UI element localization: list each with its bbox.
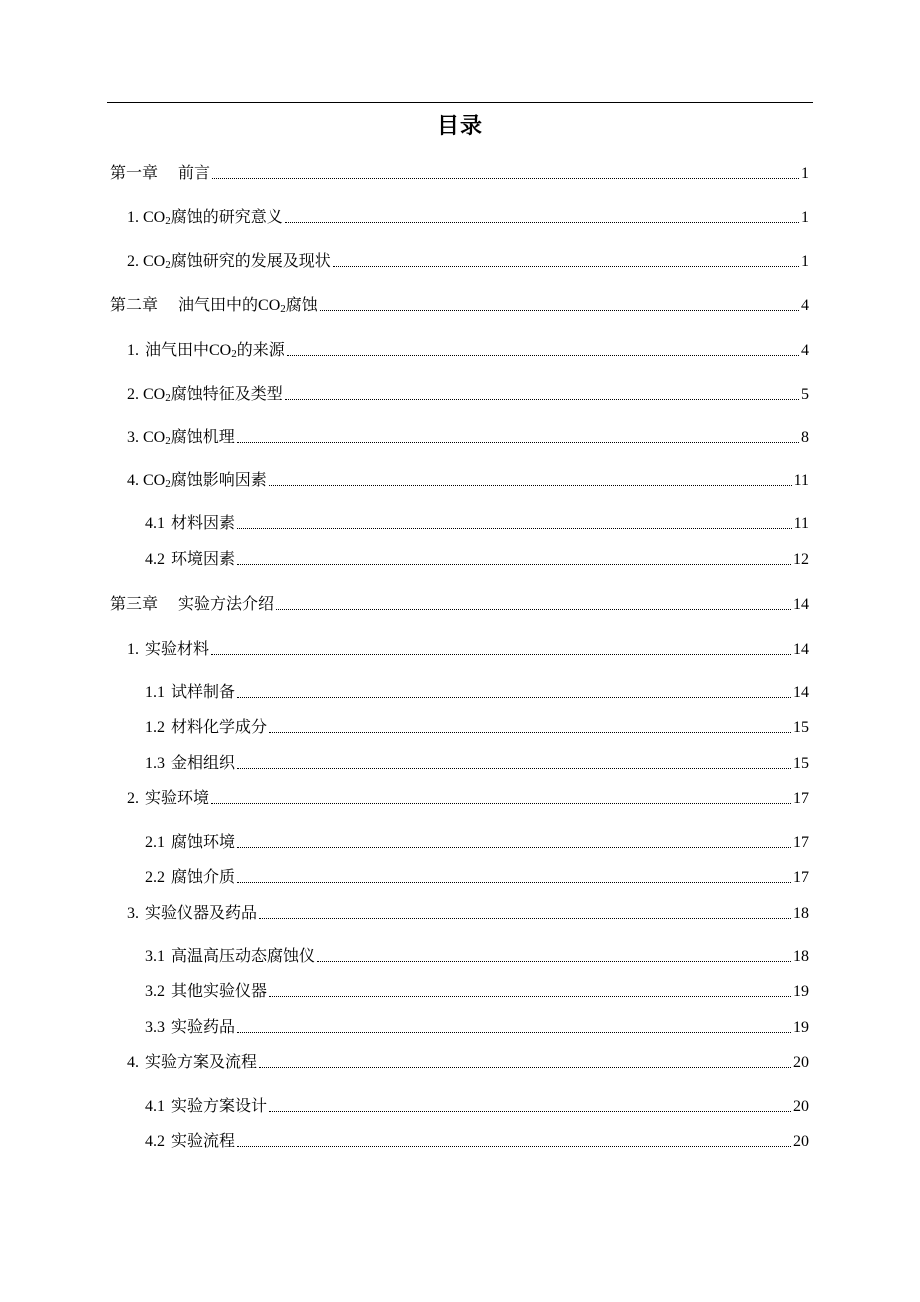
toc-entry-title: 实验材料	[145, 641, 210, 658]
toc-entry-label	[110, 595, 274, 615]
toc-page-number: 8	[801, 429, 809, 446]
toc-dot-leader	[317, 961, 791, 962]
toc-entry-title: CO	[143, 472, 166, 489]
toc-page-number: 14	[793, 641, 809, 658]
toc-dot-leader	[237, 1032, 791, 1033]
toc-entry-title: 腐蚀环境	[171, 834, 236, 851]
toc-entry-label	[145, 833, 235, 853]
toc-entry-title: 试样制备	[171, 684, 236, 701]
toc-section-entry[interactable]	[145, 1018, 809, 1038]
toc-section-entry[interactable]	[145, 833, 809, 853]
toc-dot-leader	[320, 310, 799, 311]
toc-entry-label	[127, 252, 331, 272]
toc-page-number: 19	[793, 983, 809, 1000]
toc-section-entry[interactable]	[127, 789, 809, 809]
toc-entry-label	[127, 428, 235, 448]
toc-entry-number: 4.2	[145, 1133, 165, 1150]
toc-entry-number: 3.	[127, 429, 139, 446]
toc-entry-title: 油气田中CO	[145, 342, 232, 359]
toc-dot-leader	[276, 609, 791, 610]
toc-entry-label	[145, 718, 267, 738]
toc-dot-leader	[237, 1146, 791, 1147]
toc-entry-label	[127, 789, 209, 809]
toc-entry-label	[127, 640, 209, 660]
toc-entry-title: 其他实验仪器	[171, 983, 268, 1000]
toc-entry-number: 1.	[127, 641, 139, 658]
toc-entry-number: 1.	[127, 342, 139, 359]
toc-entry-number: 2.	[127, 386, 139, 403]
toc-page-number: 14	[793, 596, 809, 613]
toc-entry-number: 1.3	[145, 755, 165, 772]
toc-entry-label	[127, 471, 267, 491]
toc-page-number: 12	[793, 551, 809, 568]
toc-section-entry[interactable]	[127, 1053, 809, 1073]
toc-section-entry[interactable]	[127, 385, 809, 405]
toc-entry-title: 实验方案设计	[171, 1098, 268, 1115]
toc-dot-leader	[285, 399, 799, 400]
toc-entry-title: CO	[143, 209, 166, 226]
toc-entry-number: 3.	[127, 905, 139, 922]
toc-page-number: 11	[793, 472, 809, 489]
toc-dot-leader	[211, 803, 791, 804]
toc-page-number: 18	[793, 905, 809, 922]
toc-entry-number: 2.1	[145, 834, 165, 851]
toc-entry-label	[145, 754, 235, 774]
toc-section-entry[interactable]	[145, 982, 809, 1002]
toc-entry-label	[145, 1018, 235, 1038]
toc-entry-title: 环境因素	[171, 551, 236, 568]
toc-entry-label	[145, 550, 235, 570]
toc-entry-subscript: 2	[165, 392, 171, 404]
toc-entry-title: 油气田中的CO	[178, 297, 281, 314]
toc-section-entry[interactable]	[127, 471, 809, 491]
toc-dot-leader	[259, 1067, 791, 1068]
toc-entry-subscript: 2	[231, 348, 237, 360]
toc-entry-label	[127, 208, 283, 228]
toc-entry-title-rest: 腐蚀的研究意义	[170, 209, 283, 226]
toc-entry-label	[127, 904, 257, 924]
toc-entry-title-rest: 腐蚀研究的发展及现状	[170, 253, 331, 270]
toc-entry-number: 2.2	[145, 869, 165, 886]
toc-entry-number: 4.	[127, 1054, 139, 1071]
toc-section-entry[interactable]	[145, 1097, 809, 1117]
toc-dot-leader	[237, 768, 791, 769]
toc-page-number: 1	[801, 165, 809, 182]
toc-entry-label	[145, 982, 267, 1002]
toc-entry-label	[145, 1097, 267, 1117]
toc-section-entry[interactable]	[127, 208, 809, 228]
toc-entry-title: 材料因素	[171, 515, 236, 532]
toc-entry-title: 高温高压动态腐蚀仪	[171, 948, 316, 965]
toc-dot-leader	[269, 996, 791, 997]
toc-page-number: 1	[801, 209, 809, 226]
toc-dot-leader	[269, 732, 791, 733]
toc-entry-label	[145, 1132, 235, 1152]
toc-entry-number: 4.1	[145, 515, 165, 532]
toc-entry-title-rest: 腐蚀特征及类型	[170, 386, 283, 403]
toc-section-entry[interactable]	[145, 1132, 809, 1152]
toc-entry-label	[127, 385, 283, 405]
toc-section-entry[interactable]	[145, 514, 809, 534]
toc-dot-leader	[237, 847, 791, 848]
toc-section-entry[interactable]	[145, 683, 809, 703]
toc-chapter-entry[interactable]	[110, 164, 809, 184]
toc-entry-title-rest: 腐蚀机理	[170, 429, 235, 446]
toc-entry-number: 1.	[127, 209, 139, 226]
toc-dot-leader	[287, 355, 799, 356]
toc-entry-number: 第三章	[110, 596, 159, 613]
toc-entry-number: 2.	[127, 253, 139, 270]
toc-entry-number: 3.2	[145, 983, 165, 1000]
toc-entry-label	[145, 868, 235, 888]
toc-entry-number: 1.2	[145, 719, 165, 736]
toc-entry-subscript: 2	[280, 303, 286, 315]
toc-page-number: 4	[801, 297, 809, 314]
toc-entry-label	[127, 1053, 257, 1073]
header-rule	[107, 102, 813, 103]
toc-dot-leader	[237, 442, 799, 443]
toc-entry-label	[110, 296, 318, 316]
toc-section-entry[interactable]	[127, 640, 809, 660]
toc-entry-number: 4.2	[145, 551, 165, 568]
toc-entry-subscript: 2	[165, 259, 171, 271]
toc-entry-title-rest: 腐蚀	[285, 297, 318, 314]
toc-dot-leader	[259, 918, 791, 919]
toc-entry-number: 3.3	[145, 1019, 165, 1036]
toc-section-entry[interactable]	[145, 868, 809, 888]
toc-page-number: 20	[793, 1133, 809, 1150]
toc-entry-title: CO	[143, 253, 166, 270]
toc-entry-title: 实验方法介绍	[178, 596, 275, 613]
toc-page-number: 17	[793, 790, 809, 807]
toc-entry-title: 实验流程	[171, 1133, 236, 1150]
toc-dot-leader	[237, 528, 792, 529]
toc-entry-number: 2.	[127, 790, 139, 807]
toc-entry-label	[145, 683, 235, 703]
toc-entry-title: 实验方案及流程	[145, 1054, 258, 1071]
toc-entry-title: 金相组织	[171, 755, 236, 772]
toc-entry-number: 1.1	[145, 684, 165, 701]
toc-page-number: 5	[801, 386, 809, 403]
toc-dot-leader	[237, 564, 791, 565]
toc-dot-leader	[237, 697, 791, 698]
toc-page-number: 20	[793, 1098, 809, 1115]
toc-dot-leader	[269, 1111, 791, 1112]
toc-section-entry[interactable]	[145, 550, 809, 570]
toc-entry-label	[145, 947, 315, 967]
toc-section-entry[interactable]	[127, 252, 809, 272]
toc-entry-subscript: 2	[165, 435, 171, 447]
toc-entry-number: 4.	[127, 472, 139, 489]
toc-entry-title: 腐蚀介质	[171, 869, 236, 886]
toc-section-entry[interactable]	[145, 947, 809, 967]
toc-dot-leader	[211, 654, 791, 655]
toc-entry-number: 第一章	[110, 165, 159, 182]
toc-title: 目录	[436, 114, 483, 139]
toc-section-entry[interactable]	[145, 754, 809, 774]
toc-page-number: 17	[793, 834, 809, 851]
toc-page-number: 4	[801, 342, 809, 359]
toc-page-number: 15	[793, 719, 809, 736]
toc-dot-leader	[269, 485, 792, 486]
toc-dot-leader	[285, 222, 799, 223]
toc-entry-number: 4.1	[145, 1098, 165, 1115]
toc-page-number: 18	[793, 948, 809, 965]
toc-entry-label	[110, 164, 210, 184]
toc-entry-number: 第二章	[110, 297, 159, 314]
toc-entry-title: CO	[143, 386, 166, 403]
toc-section-entry[interactable]	[127, 428, 809, 448]
toc-chapter-entry[interactable]	[110, 296, 809, 316]
toc-entry-subscript: 2	[165, 478, 171, 490]
toc-entry-title: 实验仪器及药品	[145, 905, 258, 922]
toc-page-number: 15	[793, 755, 809, 772]
toc-entry-title-rest: 腐蚀影响因素	[170, 472, 267, 489]
toc-entry-number: 3.1	[145, 948, 165, 965]
toc-page-number: 20	[793, 1054, 809, 1071]
toc-entry-title: 前言	[178, 165, 211, 182]
toc-section-entry[interactable]	[127, 904, 809, 924]
toc-dot-leader	[237, 882, 791, 883]
toc-entry-title: 实验药品	[171, 1019, 236, 1036]
toc-section-entry[interactable]	[127, 341, 809, 361]
toc-entry-label	[145, 514, 235, 534]
toc-entry-title: 材料化学成分	[171, 719, 268, 736]
toc-section-entry[interactable]	[145, 718, 809, 738]
toc-entry-title: 实验环境	[145, 790, 210, 807]
toc-entry-subscript: 2	[165, 215, 171, 227]
toc-page-number: 14	[793, 684, 809, 701]
toc-page-number: 17	[793, 869, 809, 886]
toc-dot-leader	[333, 266, 799, 267]
toc-page-number: 1	[801, 253, 809, 270]
toc-page-number: 11	[793, 515, 809, 532]
toc-page-number: 19	[793, 1019, 809, 1036]
toc-entry-title-rest: 的来源	[236, 342, 285, 359]
toc-entry-label	[127, 341, 285, 361]
toc-dot-leader	[212, 178, 799, 179]
toc-chapter-entry[interactable]	[110, 595, 809, 615]
toc-entry-title: CO	[143, 429, 166, 446]
